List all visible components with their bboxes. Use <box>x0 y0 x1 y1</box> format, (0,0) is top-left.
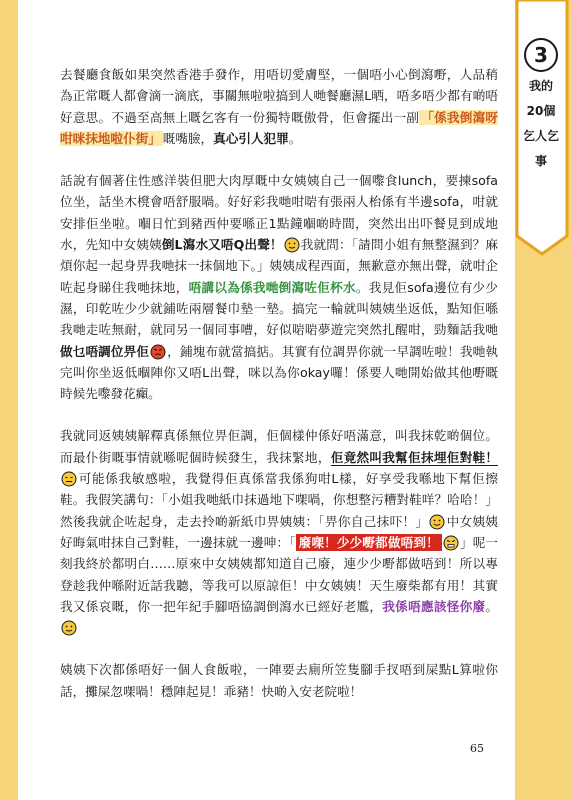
smiley-face-icon <box>429 514 445 530</box>
paragraph-2 <box>60 170 498 404</box>
text: 我就同返姨姨解釋真係無位畀佢調，佢個樣仲係好唔滿意，叫我抹乾啲個位。而最仆街嘅事情就喺呢個時候發生，我抹緊地， <box>60 428 498 465</box>
text: 我就問：「請問小姐有無整濕到？麻煩你起一起身畀我哋抹一抹個地下。」姨姨成程西面，無歉意亦無出聲，就咁企咗起身睇住我哋抹地， <box>60 237 499 295</box>
text: 去餐廳食飯如果突然香港手發作，用唔切愛膚堅，一個唔小心倒瀉嘢，人品稍為正常嘅人都會滴一滴底，事關無啦啦搞到人哋餐廳濕L晒，唔多唔少都有啲唔好意思。不過至高無上嘅乞客有一份獨特嘅傲骨，佢會擺出一副 <box>60 67 498 125</box>
red-highlight: 廢㗎！少少嘢都做唔到！ <box>296 534 442 551</box>
highlight-quote: 「係我倒瀉呀咁咪抹地啦仆街」 <box>60 109 499 146</box>
text: 中女姨姨好晦氣咁抹自己對鞋，一邊抹就一邊呻：「 <box>60 513 499 550</box>
text: ，鋪塊布就當搞掂。其實有位調畀你就一早調咗啦！我哋執完叫你坐返低嗰陣你又唔L出聲，咪以為你okay囉！係要人哋開始做其他嘢嘅時候先嚟發花癲。 <box>60 343 499 402</box>
text: 嘅嘴臉， <box>162 130 214 146</box>
text: 。我見佢sofa邊位有少少濕，印乾咗少少就鋪咗兩層餐巾墊一墊。搞完一輪就叫姨姨坐返低，點知佢喺我哋走咗無耐，就同另一個同事嘈，好似啱啱夢遊完突然扎醒咁，勁麵話我哋 <box>60 279 499 338</box>
underlined-text: 佢竟然叫我幫佢抹埋佢對鞋！ <box>330 449 499 465</box>
bold-text: 倒L瀉水又唔Q出聲！ <box>161 237 283 253</box>
paragraph-4 <box>60 659 498 702</box>
paragraph-3 <box>60 425 498 638</box>
grimace-face-icon <box>443 535 459 551</box>
text: 。 <box>288 130 302 146</box>
green-highlight: 唔講以為係我哋倒瀉咗佢杯水 <box>188 279 356 295</box>
page-number: 65 <box>470 742 484 755</box>
bold-text: 做乜唔調位畀佢 <box>60 343 150 359</box>
article-body <box>60 64 498 723</box>
purple-highlight: 我係唔應該怪你廢 <box>382 598 486 614</box>
angry-face-icon <box>150 344 166 360</box>
text: 」呢一刻我終於都明白……原來中女姨姨都知道自己廢，連少少嘢都做唔到！所以專登趁我仲喺附近話我聽，等我可以原諒佢！中女姨姨！天生廢柴都有用！其實我又係哀嘅，你一把年紀手腳唔協調倒瀉水已經好老尷， <box>60 534 499 614</box>
text: 。 <box>485 598 499 614</box>
text: 姨姨下次都係唔好一個人食飯啦，一陣要去廁所笠隻腳手扠唔到屎點L算啦你話，攤屎忽㗎喎！穩陣起見！乖豬！快啲入安老院啦！ <box>60 662 498 699</box>
paragraph-1 <box>60 64 498 149</box>
chapter-tab <box>515 0 571 260</box>
smiley-face-icon <box>61 620 77 636</box>
sweat-face-icon <box>61 471 77 487</box>
bold-text: 真心引人犯罪 <box>213 130 289 146</box>
smiley-face-icon <box>284 237 300 253</box>
chapter-number: 3 <box>524 38 558 72</box>
text: 話說有個著住性感洋裝但肥大肉厚嘅中女姨姨自己一個嚟食lunch，要揀sofa位坐，話坐木櫈會唔舒服喎。好好彩我哋咁啱有張兩人枱係有半邊sofa，咁就安排佢坐啦。嗰日忙到豬西仲要喺正1點鐘嗰啲時間，突然出出吓餐見到成地水，先知中女姨姨 <box>60 173 498 253</box>
text: 可能係我敏感啦，我覺得佢真係當我係狗咁L樣，好享受我喺地下幫佢擦鞋。我假笑講句：「小姐我哋紙巾抹過地下㗎喎，你想整污糟對鞋咩？哈哈！」然後我就企咗起身，走去拎啲新紙巾畀姨姨：「畀你自己抹吓！」 <box>60 471 498 529</box>
chapter-title: 我的20個乞人乞事 <box>523 79 560 168</box>
